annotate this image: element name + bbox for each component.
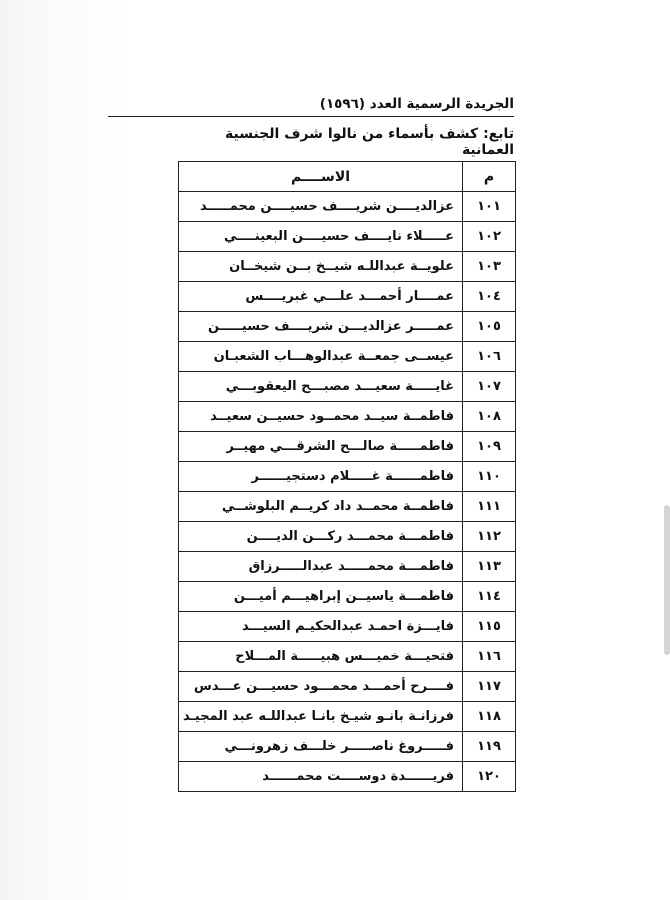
row-number: ١١٥ <box>463 612 516 642</box>
row-name: عـــــلاء نايــــف حسيــــن البعينــــي <box>179 222 463 252</box>
row-number: ١١٤ <box>463 582 516 612</box>
table-row <box>179 222 516 252</box>
row-number: ١٢٠ <box>463 762 516 792</box>
row-name: فاطمــة سيــد محمــود حسيــن سعيــد <box>179 402 463 432</box>
row-number: ١١٠ <box>463 462 516 492</box>
row-name: فاطمـــــة صالـــح الشرقـــي مهيــر <box>179 432 463 462</box>
row-number: ١١١ <box>463 492 516 522</box>
table-row <box>179 672 516 702</box>
row-name: علويــة عبداللـه شيــخ بــن شيخــان <box>179 252 463 282</box>
row-number: ١٠٢ <box>463 222 516 252</box>
table-row <box>179 252 516 282</box>
table-row <box>179 552 516 582</box>
table-row <box>179 762 516 792</box>
row-name: فريــــــدة دوســــت محمــــــد <box>179 762 463 792</box>
row-number: ١١٦ <box>463 642 516 672</box>
row-name: فاطمـــة محمـــد ركـــن الديــــن <box>179 522 463 552</box>
table-row <box>179 582 516 612</box>
row-name: عمــــار أحمـــد علـــي غبريــــس <box>179 282 463 312</box>
row-number: ١١٣ <box>463 552 516 582</box>
row-number: ١٠٥ <box>463 312 516 342</box>
number-column-header: م <box>463 162 516 192</box>
row-number: ١٠٧ <box>463 372 516 402</box>
table-row <box>179 732 516 762</box>
row-name: عمـــــر عزالديـــن شريــــف حسيـــــن <box>179 312 463 342</box>
row-name: فــــرح أحمـــد محمـــود حسيـــن عـــدس <box>179 672 463 702</box>
table-row <box>179 312 516 342</box>
row-number: ١٠٦ <box>463 342 516 372</box>
row-name: فرزانـة بانـو شيـخ بانـا عبداللـه عبد المجيـد <box>179 702 463 732</box>
table-row <box>179 642 516 672</box>
table-row <box>179 282 516 312</box>
row-number: ١٠٣ <box>463 252 516 282</box>
name-column-header: الاســــم <box>179 162 463 192</box>
row-name: فايـــزة احمـد عبدالحكيـم السيـــد <box>179 612 463 642</box>
row-number: ١٠١ <box>463 192 516 222</box>
row-number: ١١٩ <box>463 732 516 762</box>
table-row <box>179 522 516 552</box>
row-number: ١١٨ <box>463 702 516 732</box>
row-name: فاطمــــــة غـــــلام دستجيــــــر <box>179 462 463 492</box>
table-row <box>179 492 516 522</box>
row-name: غايـــــة سعيـــد مصبـــح اليعقوبـــي <box>179 372 463 402</box>
table-header-row <box>179 162 516 192</box>
table-row <box>179 702 516 732</box>
table-row <box>179 402 516 432</box>
row-number: ١١٧ <box>463 672 516 702</box>
table-row <box>179 432 516 462</box>
table-row <box>179 372 516 402</box>
row-name: فاطمـــة ياسيــن إبراهيـــم أميـــن <box>179 582 463 612</box>
row-number: ١١٢ <box>463 522 516 552</box>
table-row <box>179 192 516 222</box>
table-row <box>179 342 516 372</box>
table-row <box>179 612 516 642</box>
scrollbar-thumb[interactable] <box>664 505 670 655</box>
row-name: عزالديــــن شريــــف حسيــــن محمـــــد <box>179 192 463 222</box>
row-number: ١٠٩ <box>463 432 516 462</box>
header-rule <box>108 116 514 117</box>
row-name: فاطمــة محمــد داد كريــم البلوشــي <box>179 492 463 522</box>
row-name: عيســى جمعــة عبدالوهـــاب الشعبـان <box>179 342 463 372</box>
table-row <box>179 462 516 492</box>
running-header: الجريدة الرسمية العدد (١٥٩٦) <box>319 96 514 112</box>
table-body <box>179 192 516 792</box>
list-title: تابع: كشف بأسماء من نالوا شرف الجنسية العمانية <box>225 126 514 158</box>
row-number: ١٠٤ <box>463 282 516 312</box>
row-name: فـــــروغ ناصـــــر خلـــف زهرونـــي <box>179 732 463 762</box>
row-name: فاطمـــة محمـــــد عبدالـــــرزاق <box>179 552 463 582</box>
row-number: ١٠٨ <box>463 402 516 432</box>
row-name: فتحيـــة خميـــس هبيـــــة المـــلاح <box>179 642 463 672</box>
names-table <box>178 161 516 792</box>
